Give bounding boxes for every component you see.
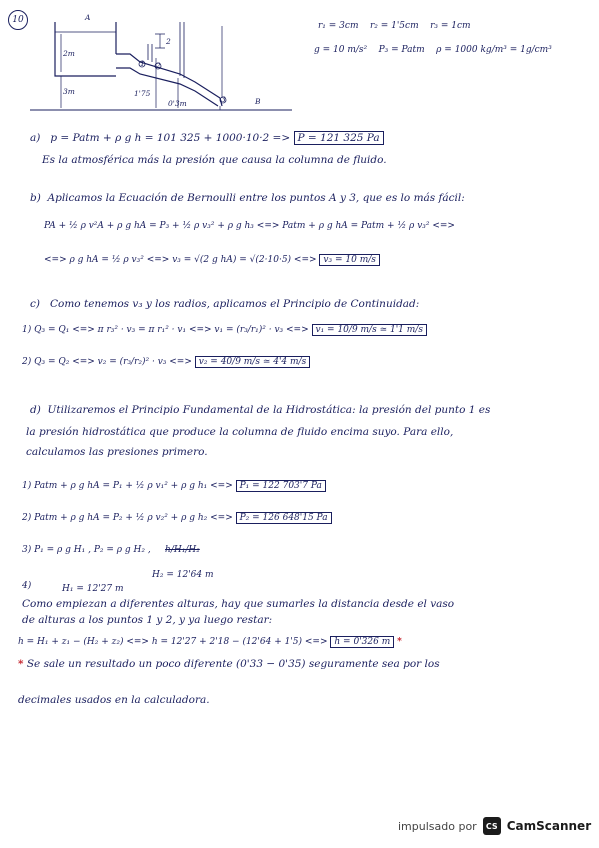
footnote-star: * [18,658,24,670]
problem-number-text: 10 [12,15,24,25]
part-d-answer-2: P₂ = 126 648'15 Pa [236,512,332,524]
ground-label: B [255,97,261,106]
part-c-eq1: 1) Q₃ = Q₁ <=> π r₃² · v₃ = π r₁² · v₁ <=> v₁ = (r₃/r₁)² · v₃ <=> v₁ = 10/9 m/s ≃ 1'1 m/s [22,324,427,337]
part-d-eq3: 3) P₁ = ρ g H₁ , P₂ = ρ g H₂ , h/H₁/H₂ [22,545,200,555]
part-d-intro-1: d) Utilizaremos el Principio Fundamental de la Hidrostática: la presión del punto 1 es [30,404,491,416]
footnote-marker: * [397,637,402,647]
camscanner-logo-icon: CS [483,817,501,835]
part-d-note-1: Como empiezan a diferentes alturas, hay que sumarles la distancia desde el vaso [22,598,455,610]
given-line-1: r₁ = 3cm r₂ = 1'5cm r₃ = 1cm [318,21,471,31]
part-d-intro-2: la presión hidrostática que produce la columna de fluido encima suyo. Para ello, [26,426,454,438]
part-a-answer: P = 121 325 Pa [294,131,384,145]
camscanner-footer [398,816,591,836]
part-d-final: h = H₁ + z₁ − (H₂ + z₂) <=> h = 12'27 + 2'18 − (12'64 + 1'5) <=> h = 0'326 m * [18,637,402,647]
part-d-footnote-2: decimales usados en la calculadora. [18,694,210,706]
part-d-eq4-label: 4) [22,581,32,591]
part-d-intro-3: calculamos las presiones primero. [26,446,208,458]
tank-pipe-diagram [30,14,300,119]
h2-value: H₂ = 12'64 m [152,570,214,580]
part-d-note-2: de alturas a los puntos 1 y 2, y ya luego restar: [22,614,273,626]
label-height-3m: 3m [63,87,75,96]
part-a-explanation: Es la atmosférica más la presión que causa la columna de fluido. [42,154,387,166]
label-tank-height: 2m [63,49,75,58]
part-b-answer: v₃ = 10 m/s [319,254,379,266]
struck-text: h/H₁/H₂ [165,545,200,555]
camscanner-brand: CamScanner [506,819,592,833]
h1-value: H₁ = 12'27 m [62,584,124,594]
label-section-3: 3 [221,95,226,104]
part-d-eq2: 2) Patm + ρ g hA = P₂ + ½ ρ v₂² + ρ g h₂ <=> P₂ = 126 648'15 Pa [22,512,332,525]
problem-number [8,10,28,30]
label-dim-2: 2 [166,37,171,46]
part-c-intro: c) Como tenemos v₃ y los radios, aplicamos el Principio de Continuidad: [30,298,420,310]
footer-by: impulsado por [398,819,477,833]
part-c-answer-2: v₂ = 40/9 m/s ≃ 4'4 m/s [195,356,310,368]
part-d-answer-1: P₁ = 122 703'7 Pa [236,480,326,492]
part-d-final-answer: h = 0'326 m [330,636,394,648]
part-b-intro: b) Aplicamos la Ecuación de Bernoulli entre los puntos A y 3, que es lo más fácil: [30,192,465,204]
part-b-eq2: <=> ρ g hA = ½ ρ v₃² <=> v₃ = √(2 g hA) = √(2·10·5) <=> v₃ = 10 m/s [44,254,380,267]
part-c-eq2: 2) Q₃ = Q₂ <=> v₂ = (r₃/r₂)² · v₃ <=> v₂ = 40/9 m/s ≃ 4'4 m/s [22,356,310,369]
tank-label: A [85,14,91,22]
given-line-2: g = 10 m/s² P₃ = Patm ρ = 1000 kg/m³ = 1g/cm³ [314,45,552,55]
label-section-1: 1 [140,59,145,68]
label-section-2: 2 [156,61,161,70]
part-b-eq1: PA + ½ ρ v²A + ρ g hA = P₃ + ½ ρ v₃² + ρ g h₃ <=> Patm + ρ g hA = Patm + ½ ρ v₃² <=> [44,221,455,231]
part-a-formula: a) p = Patm + ρ g h = 101 325 + 1000·10·2 => P = 121 325 Pa [30,132,384,145]
label-height-175: 1'75 [134,89,151,98]
label-pipe-height: 0'3m [168,99,187,108]
part-d-footnote-1: * Se sale un resultado un poco diferente (0'33 − 0'35) seguramente sea por los [18,658,440,670]
part-d-eq1: 1) Patm + ρ g hA = P₁ + ½ ρ v₁² + ρ g h₁ <=> P₁ = 122 703'7 Pa [22,480,326,493]
part-c-answer-1: v₁ = 10/9 m/s ≃ 1'1 m/s [312,324,427,336]
